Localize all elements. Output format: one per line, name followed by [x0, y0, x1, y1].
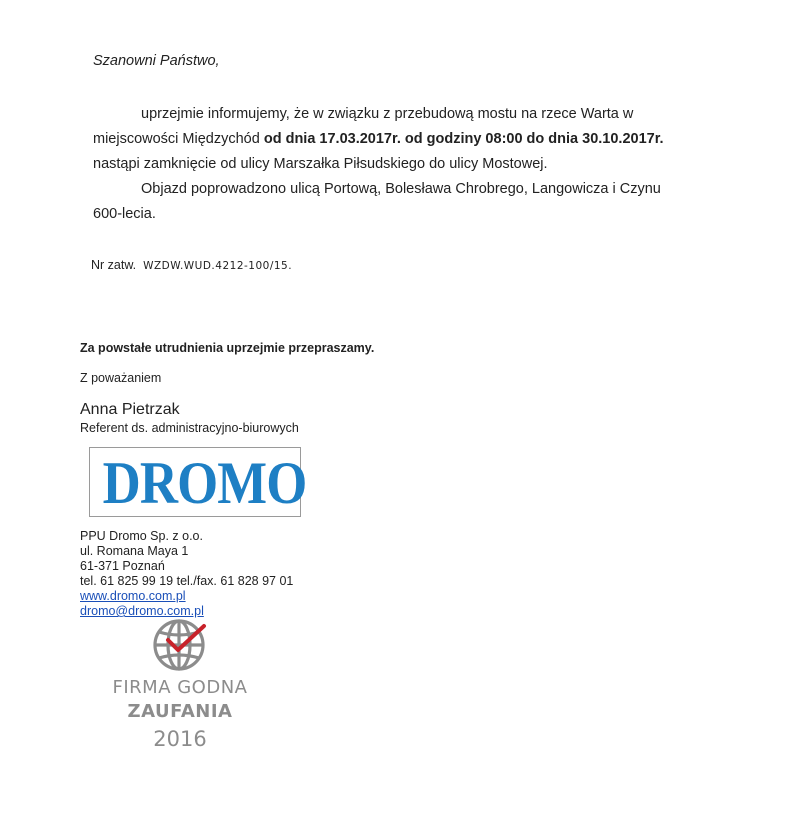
company-name: PPU Dromo Sp. z o.o.	[80, 529, 203, 543]
approval-number	[91, 258, 292, 272]
paragraph1-line2	[93, 127, 664, 152]
paragraph1-line1: uprzejmie informujemy, że w związku z przebudową mostu na rzece Warta w	[141, 106, 634, 122]
badge-line1: FIRMA GODNA	[112, 677, 248, 698]
greeting: Szanowni Państwo,	[93, 53, 220, 69]
trust-badge	[100, 617, 260, 757]
paragraph2-line2: 600-lecia.	[93, 206, 156, 222]
badge-line2: ZAUFANIA	[127, 701, 233, 722]
signer-name: Anna Pietrzak	[80, 401, 180, 418]
globe-checkmark-icon	[100, 617, 260, 677]
regards-text: Z poważaniem	[80, 371, 162, 385]
paragraph2-line1: Objazd poprowadzono ulicą Portową, Bolesława Chrobrego, Langowicza i Czynu	[141, 181, 661, 197]
company-city: 61-371 Poznań	[80, 559, 165, 573]
website-link[interactable]: www.dromo.com.pl	[80, 589, 186, 603]
approval-label: Nr zatw.	[91, 258, 137, 272]
email-link[interactable]: dromo@dromo.com.pl	[80, 604, 204, 618]
apology-text: Za powstałe utrudnienia uprzejmie przepraszamy.	[80, 341, 375, 355]
company-street: ul. Romana Maya 1	[80, 544, 189, 558]
dromo-logo	[89, 447, 307, 517]
closure-dates: od dnia 17.03.2017r. od godziny 08:00 do dnia 30.10.2017r.	[263, 131, 664, 147]
badge-year: 2016	[153, 727, 207, 751]
paragraph1-line3: nastąpi zamknięcie od ulicy Marszałka Piłsudskiego do ulicy Mostowej.	[93, 156, 548, 172]
signer-role: Referent ds. administracyjno-biurowych	[80, 421, 299, 435]
paragraph1-line2-text: miejscowości Międzychód	[93, 131, 264, 147]
company-phones: tel. 61 825 99 19 tel./fax. 61 828 97 01	[80, 574, 294, 588]
approval-code: WZDW.WUD.4212-100/15.	[143, 260, 293, 272]
dromo-logo-text: DROMO	[102, 450, 307, 516]
